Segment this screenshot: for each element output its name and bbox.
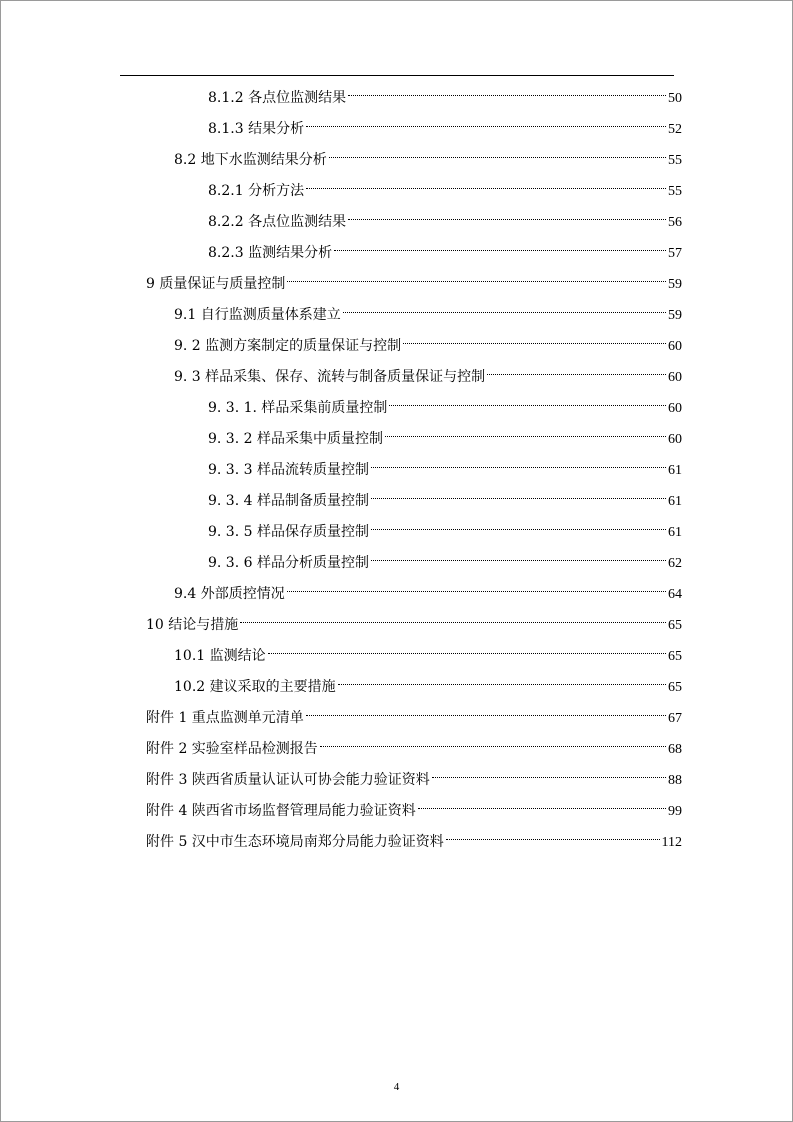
toc-entry-attachment-5[interactable] — [146, 822, 682, 850]
toc-entry-page: 60 — [668, 401, 682, 416]
toc-entry-page: 68 — [668, 742, 682, 757]
toc-entry-8-2-2[interactable] — [208, 202, 682, 230]
toc-entry-attachment-2[interactable] — [146, 729, 682, 757]
toc-entry-label: 9. 3. 6 样品分析质量控制 — [208, 555, 369, 571]
toc-entry-9-3-3[interactable] — [208, 450, 682, 478]
toc-entry-9-3-6[interactable] — [208, 543, 682, 571]
toc-entry-page: 59 — [668, 308, 682, 323]
dot-leader — [371, 481, 666, 505]
dot-leader — [348, 78, 666, 102]
dot-leader — [446, 822, 660, 846]
toc-entry-label: 9. 3. 3 样品流转质量控制 — [208, 462, 369, 478]
toc-entry-8-2-1[interactable] — [208, 171, 682, 199]
toc-entry-10[interactable] — [146, 605, 682, 633]
toc-entry-label: 9. 3. 2 样品采集中质量控制 — [208, 431, 383, 447]
toc-entry-page: 64 — [668, 587, 682, 602]
dot-leader — [432, 760, 666, 784]
toc-entry-label: 10 结论与措施 — [146, 617, 239, 633]
toc-entry-label: 9. 3 样品采集、保存、流转与制备质量保证与控制 — [174, 369, 486, 385]
toc-entry-9-3-2[interactable] — [208, 419, 682, 447]
toc-entry-9-3-4[interactable] — [208, 481, 682, 509]
toc-entry-attachment-4[interactable] — [146, 791, 682, 819]
dot-leader — [348, 202, 666, 226]
toc-entry-page: 55 — [668, 153, 682, 168]
dot-leader — [371, 450, 666, 474]
toc-entry-page: 60 — [668, 370, 682, 385]
toc-entry-attachment-1[interactable] — [146, 698, 682, 726]
toc-entry-label: 8.2.3 监测结果分析 — [208, 245, 333, 261]
dot-leader — [371, 512, 666, 536]
dot-leader — [306, 698, 666, 722]
toc-entry-page: 67 — [668, 711, 682, 726]
toc-entry-9-3-1[interactable] — [208, 388, 682, 416]
dot-leader — [487, 357, 666, 381]
toc-entry-label: 9.4 外部质控情况 — [174, 586, 285, 602]
toc-entry-label: 9.1 自行监测质量体系建立 — [174, 307, 341, 323]
dot-leader — [334, 233, 666, 257]
toc-entry-9-4[interactable] — [174, 574, 682, 602]
toc-entry-label: 附件 1 重点监测单元清单 — [146, 710, 304, 726]
toc-entry-label: 8.1.2 各点位监测结果 — [208, 90, 347, 106]
dot-leader — [329, 140, 666, 164]
dot-leader — [371, 543, 666, 567]
toc-entry-label: 附件 3 陕西省质量认证认可协会能力验证资料 — [146, 772, 430, 788]
toc-entry-page: 57 — [668, 246, 682, 261]
toc-entry-10-1[interactable] — [174, 636, 682, 664]
dot-leader — [385, 419, 666, 443]
toc-entry-8-1-3[interactable] — [208, 109, 682, 137]
toc-entry-label: 9. 3. 5 样品保存质量控制 — [208, 524, 369, 540]
toc-entry-page: 56 — [668, 215, 682, 230]
toc-entry-label: 8.2 地下水监测结果分析 — [174, 152, 327, 168]
toc-entry-9-3-5[interactable] — [208, 512, 682, 540]
toc-entry-page: 55 — [668, 184, 682, 199]
toc-entry-label: 9. 3. 1. 样品采集前质量控制 — [208, 400, 388, 416]
toc-entry-page: 88 — [668, 773, 682, 788]
toc-entry-page: 61 — [668, 494, 682, 509]
toc-entry-page: 52 — [668, 122, 682, 137]
dot-leader — [338, 667, 666, 691]
toc-entry-label: 10.1 监测结论 — [174, 648, 266, 664]
toc-entry-label: 10.2 建议采取的主要措施 — [174, 679, 336, 695]
toc-entry-label: 8.2.1 分析方法 — [208, 183, 305, 199]
toc-entry-page: 65 — [668, 618, 682, 633]
dot-leader — [418, 791, 666, 815]
toc-entry-label: 8.2.2 各点位监测结果 — [208, 214, 347, 230]
toc-entry-page: 61 — [668, 525, 682, 540]
toc-entry-page: 99 — [668, 804, 682, 819]
header-rule — [120, 75, 674, 76]
toc-entry-attachment-3[interactable] — [146, 760, 682, 788]
toc-entry-label: 附件 2 实验室样品检测报告 — [146, 741, 318, 757]
dot-leader — [389, 388, 666, 412]
toc-entry-10-2[interactable] — [174, 667, 682, 695]
page-number: 4 — [393, 1081, 400, 1093]
dot-leader — [403, 326, 666, 350]
toc-entry-label: 9. 3. 4 样品制备质量控制 — [208, 493, 369, 509]
toc-entry-page: 65 — [668, 680, 682, 695]
dot-leader — [306, 109, 666, 133]
dot-leader — [320, 729, 666, 753]
toc-entry-9[interactable] — [146, 264, 682, 292]
toc-entry-9-3[interactable] — [174, 357, 682, 385]
toc-entry-page: 50 — [668, 91, 682, 106]
toc-entry-page: 62 — [668, 556, 682, 571]
dot-leader — [287, 574, 666, 598]
toc-entry-page: 112 — [661, 835, 682, 850]
toc-entry-8-1-2[interactable] — [208, 78, 682, 106]
toc-entry-label: 附件 4 陕西省市场监督管理局能力验证资料 — [146, 803, 416, 819]
toc-entry-8-2-3[interactable] — [208, 233, 682, 261]
toc-entry-label: 9. 2 监测方案制定的质量保证与控制 — [174, 338, 402, 354]
toc-entry-label: 8.1.3 结果分析 — [208, 121, 305, 137]
toc-entry-label: 9 质量保证与质量控制 — [146, 276, 286, 292]
toc-entry-page: 60 — [668, 339, 682, 354]
toc-entry-9-2[interactable] — [174, 326, 682, 354]
toc-entry-page: 59 — [668, 277, 682, 292]
toc-entry-page: 60 — [668, 432, 682, 447]
dot-leader — [306, 171, 666, 195]
dot-leader — [343, 295, 666, 319]
toc-entry-9-1[interactable] — [174, 295, 682, 323]
toc-entry-page: 65 — [668, 649, 682, 664]
dot-leader — [268, 636, 666, 660]
toc-entry-8-2[interactable] — [174, 140, 682, 168]
dot-leader — [240, 605, 666, 629]
dot-leader — [287, 264, 666, 288]
toc-entry-label: 附件 5 汉中市生态环境局南郑分局能力验证资料 — [146, 834, 444, 850]
toc-entry-page: 61 — [668, 463, 682, 478]
